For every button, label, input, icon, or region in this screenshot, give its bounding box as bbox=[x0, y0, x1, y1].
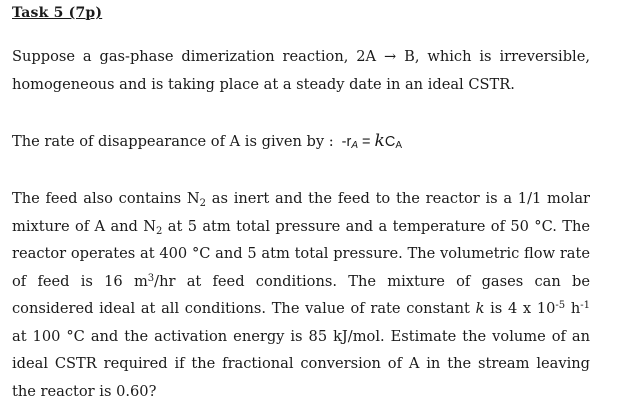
text-run: /hr at feed conditions. The mixture of gases can be considered ideal at all conditions. The value of rate constant bbox=[12, 272, 590, 317]
rate-constant-variable: k bbox=[475, 300, 485, 317]
exponent: -1 bbox=[580, 300, 590, 311]
rate-law-statement bbox=[12, 128, 590, 160]
text-run: as inert and the feed to the reactor is a 1/1 molar mixture of A and N bbox=[12, 190, 590, 235]
rate-symbol: -r bbox=[341, 134, 352, 150]
equals-sign: = bbox=[358, 134, 375, 150]
problem-statement-intro: Suppose a gas-phase dimerization reaction, 2A → B, which is irreversible, homogeneous and is taking place at a steady date in an ideal CSTR. bbox=[12, 48, 590, 93]
nitrogen-subscript: 2 bbox=[156, 225, 163, 237]
text-run: is 4 x 10 bbox=[484, 300, 556, 317]
text-run: h bbox=[565, 300, 581, 317]
rate-subscript: A bbox=[351, 140, 359, 151]
cubic-superscript: 3 bbox=[147, 272, 155, 284]
concentration-symbol: C bbox=[384, 134, 396, 150]
text-run: at 100 °C and the activation energy is 85 kJ/mol. Estimate the volume of an ideal CSTR required if the fractional conversion of A in the stream leaving the reactor is 0.60? bbox=[12, 327, 590, 400]
concentration-subscript: A bbox=[395, 140, 403, 151]
text-run: at 5 atm total pressure and a temperature of 50 °C. The reactor operates at 400 °C and 5 atm total pressure. The volumetric flow rate of feed is 16 m bbox=[12, 217, 591, 290]
text-run: The feed also contains N bbox=[12, 190, 200, 207]
rate-law-equation bbox=[341, 131, 403, 151]
problem-conditions bbox=[12, 185, 590, 405]
nitrogen-subscript: 2 bbox=[199, 198, 207, 209]
rate-constant-symbol: k bbox=[374, 131, 385, 151]
exponent: -5 bbox=[555, 300, 566, 311]
rate-law-lead: The rate of disappearance of A is given by : bbox=[12, 133, 334, 150]
task-title: Task 5 (7p) bbox=[12, 5, 103, 21]
